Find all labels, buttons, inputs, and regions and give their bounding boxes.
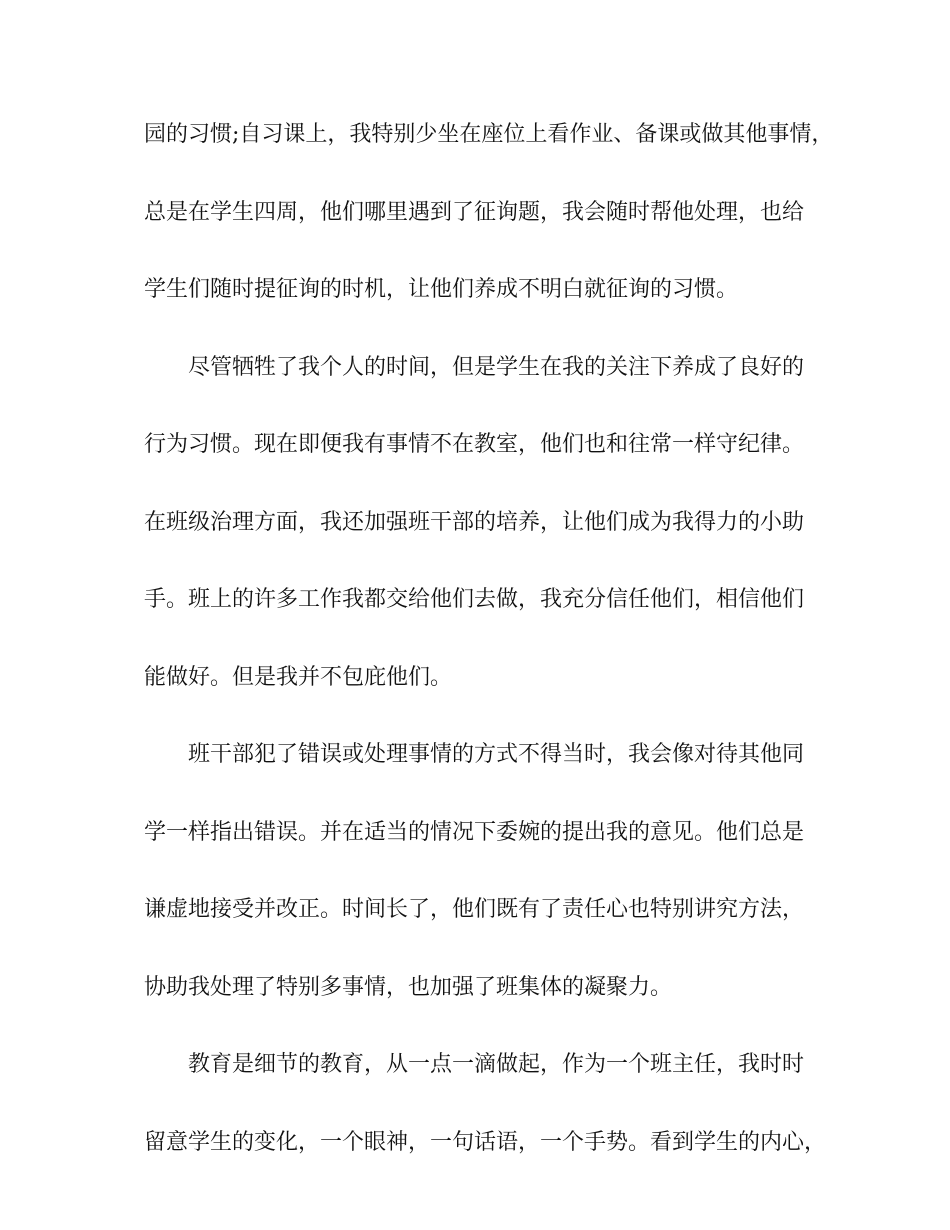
text-line: 学生们随时提征询的时机，让他们养成不明白就征询的习惯。: [144, 277, 739, 302]
document-body: [144, 122, 834, 1207]
text-line: 行为习惯。现在即便我有事情不在教室，他们也和往常一样守纪律。: [144, 432, 805, 457]
paragraph-start-line: 尽管牺牲了我个人的时间，但是学生在我的关注下养成了良好的: [188, 354, 805, 380]
text-line: 学一样指出错误。并在适当的情况下委婉的提出我的意见。他们总是: [144, 819, 805, 845]
text-line: 总是在学生四周，他们哪里遇到了征询题，我会随时帮他处理，也给: [144, 199, 805, 225]
text-line: 能做好。但是我并不包庇他们。: [144, 664, 453, 690]
text-line: 协助我处理了特别多事情，也加强了班集体的凝聚力。: [144, 974, 673, 1000]
paragraph-start-line: 班干部犯了错误或处理事情的方式不得当时，我会像对待其他同: [188, 742, 805, 767]
text-line: 手。班上的许多工作我都交给他们去做，我充分信任他们，相信他们: [144, 587, 805, 612]
text-line: 园的习惯;自习课上，我特别少坐在座位上看作业、备课或做其他事情，: [144, 122, 834, 147]
text-line: 谦虚地接受并改正。时间长了，他们既有了责任心也特别讲究方法，: [144, 897, 805, 922]
paragraph-start-line: 教育是细节的教育，从一点一滴做起，作为一个班主任，我时时: [188, 1052, 805, 1077]
text-line: 在班级治理方面，我还加强班干部的培养，让他们成为我得力的小助: [144, 509, 805, 535]
text-line: 留意学生的变化，一个眼神，一句话语，一个手势。看到学生的内心，: [144, 1129, 827, 1155]
